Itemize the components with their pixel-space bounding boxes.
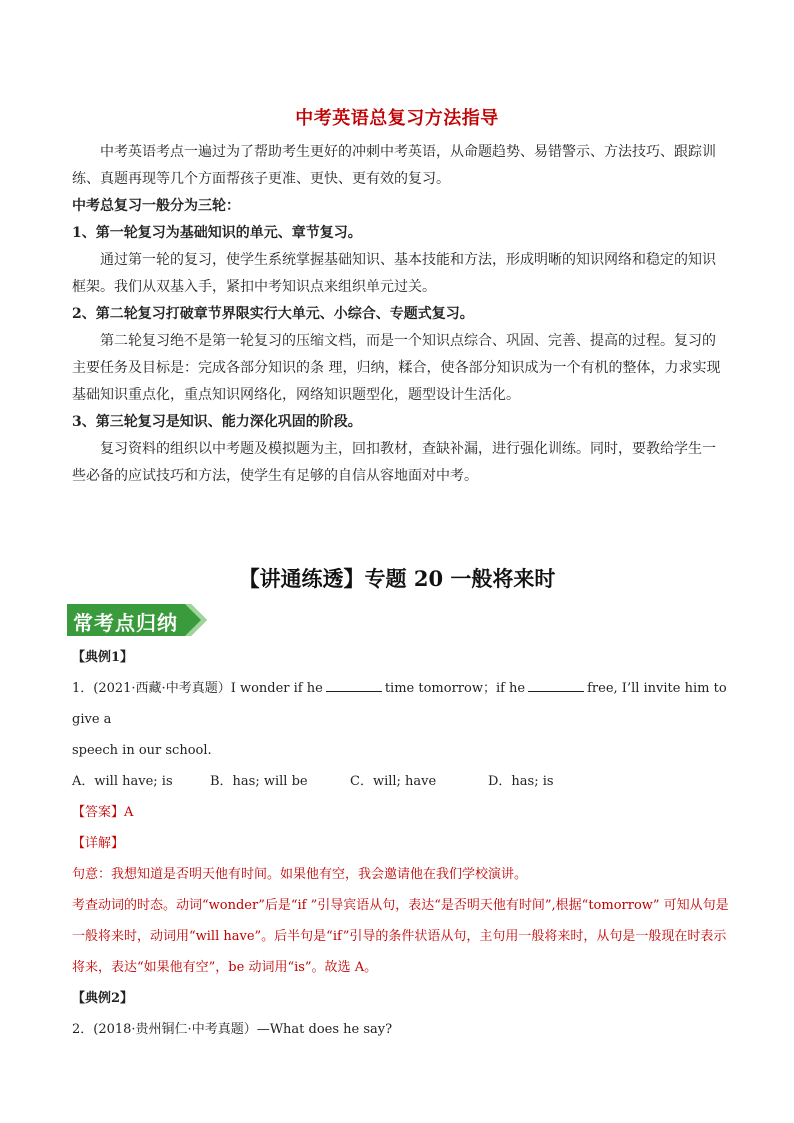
topic-title: 【讲通练透】专题 20 一般将来时 [238, 566, 556, 591]
example1-q-mid: time tomorrow；if he [384, 681, 526, 696]
example1-q-suffix: free, I’ll invite him to give a [72, 681, 727, 727]
example1-analysis: 考查动词的时态。动词“wonder”后是“if ”引导宾语从句，表达“是否明天他有时间”,根据“tomorrow” 可知从句是一般将来时，动词用“will have”。后半句是“if”引导的条件状语从句，主句用一般将来时，从句是一般现在时表示将来，表达“如果他有空”，be 动词用“is”。故选 A。 [72, 898, 729, 975]
example1-label: 【典例1】 [72, 650, 134, 665]
answer-blank-1 [326, 677, 382, 692]
banner-label: 常考点归纳 [73, 611, 178, 635]
option-b: B．has; will be [210, 774, 308, 789]
round1-body: 通过第一轮的复习，使学生系统掌握基础知识、基本技能和方法，形成明晰的知识网络和稳定的知识框架。我们从双基入手，紧扣中考知识点来组织单元过关。 [72, 252, 716, 295]
guide-intro: 中考英语考点一遍过为了帮助考生更好的冲刺中考英语，从命题趋势、易错警示、方法技巧、跟踪训练、真题再现等几个方面帮孩子更准、更快、更有效的复习。 [72, 144, 716, 187]
round2-body: 第二轮复习绝不是第一轮复习的压缩文档，而是一个知识点综合、巩固、完善、提高的过程。复习的主要任务及目标是：完成各部分知识的条 理，归纳，糅合，使各部分知识成为一个有机的整体，力求实现基础知识重点化，重点知识网络化，网络知识题型化，题型设计生活化。 [72, 333, 721, 403]
example1-question [72, 673, 732, 735]
option-a: A．will have; is [72, 774, 173, 789]
example2-label: 【典例2】 [72, 991, 134, 1006]
round2-heading: 2、第二轮复习打破章节界限实行大单元、小综合、专题式复习。 [72, 306, 474, 322]
round3-body: 复习资料的组织以中考题及模拟题为主，回扣教材，查缺补漏，进行强化训练。同时，要教给学生一些必备的应试技巧和方法，使学生有足够的自信从容地面对中考。 [72, 441, 716, 484]
example1-options [72, 766, 732, 797]
example1-detail-label: 【详解】 [72, 836, 125, 851]
section-banner [67, 604, 207, 636]
rounds-heading: 中考总复习一般分为三轮： [72, 198, 240, 214]
guide-title: 中考英语总复习方法指导 [295, 108, 499, 129]
example1-q-prefix: 1．(2021·西藏·中考真题）I wonder if he [72, 681, 323, 696]
example2-question: 2．(2018·贵州铜仁·中考真题）—What does he say? [72, 1022, 393, 1037]
example1-question-line2: speech in our school. [72, 743, 212, 758]
answer-blank-2 [528, 677, 584, 692]
round3-heading: 3、第三轮复习是知识、能力深化巩固的阶段。 [72, 414, 362, 430]
example1-meaning: 句意：我想知道是否明天他有时间。如果他有空，我会邀请他在我们学校演讲。 [72, 867, 528, 882]
option-d: D．has; is [488, 774, 554, 789]
option-c: C．will; have [350, 774, 437, 789]
guide-section [72, 139, 722, 490]
example1-answer: 【答案】A [72, 805, 134, 820]
examples-section [72, 642, 732, 1045]
round1-heading: 1、第一轮复习为基础知识的单元、章节复习。 [72, 225, 362, 241]
